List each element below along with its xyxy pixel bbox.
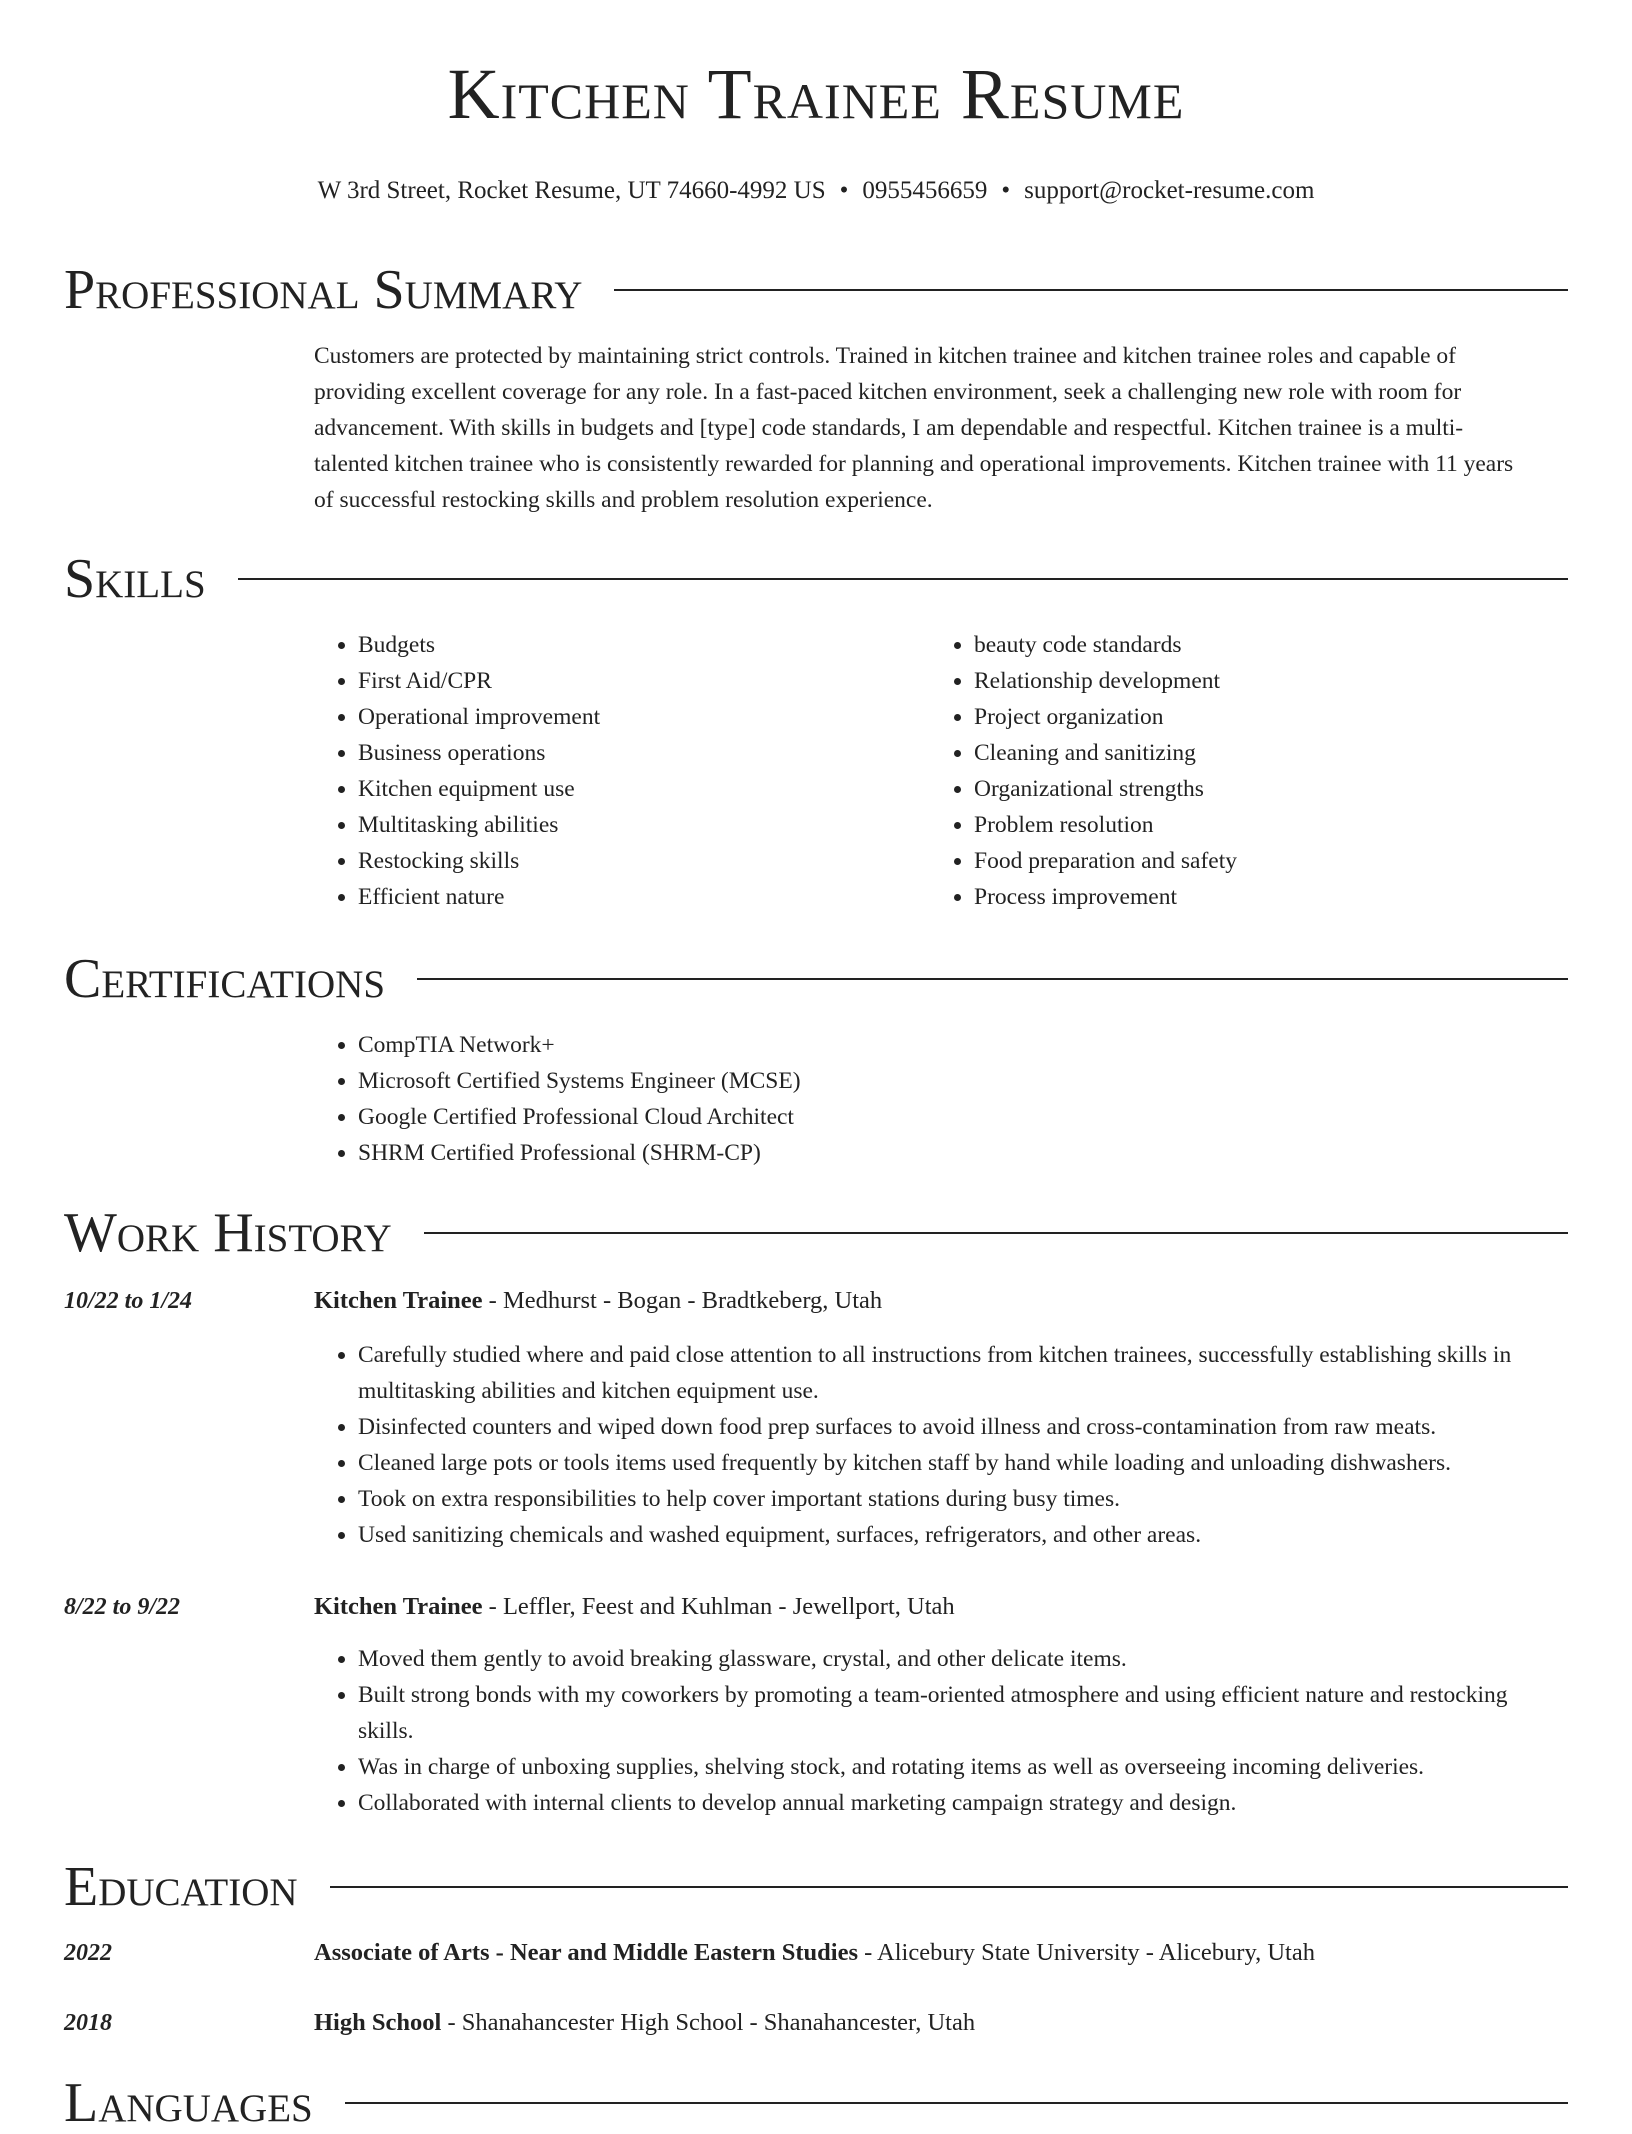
list-item: • Efficient nature xyxy=(358,879,914,915)
list-item: • Was in charge of unboxing supplies, shelving stock, and rotating items as well as overseeing incoming deliveries. xyxy=(358,1749,1564,1785)
address: W 3rd Street, Rocket Resume, UT 74660-4992 US xyxy=(317,177,826,204)
list-item: • Took on extra responsibilities to help cover important stations during busy times. xyxy=(358,1481,1564,1517)
separator-dot: • xyxy=(839,177,849,204)
education-year: 2022 xyxy=(64,1940,112,1966)
list-item: • Built strong bonds with my coworkers by promoting a team-oriented atmosphere and using efficient nature and restocking skills. xyxy=(358,1677,1564,1749)
section-title: Skills xyxy=(64,548,206,610)
education-details: - Shanahancester High School - Shanahancester, Utah xyxy=(441,2009,976,2036)
section-title: Education xyxy=(64,1856,298,1918)
section-heading-summary xyxy=(64,259,1568,321)
job-title-line xyxy=(314,1283,882,1319)
job-title-line xyxy=(314,1589,955,1625)
email: support@rocket-resume.com xyxy=(1024,177,1315,204)
contact-line xyxy=(0,176,1632,206)
skills-column-right xyxy=(930,627,1530,915)
list-item: • beauty code standards xyxy=(974,627,1530,663)
list-item: • Food preparation and safety xyxy=(974,843,1530,879)
list-item: • Collaborated with internal clients to develop annual marketing campaign strategy and design. xyxy=(358,1785,1564,1821)
list-item: • Multitasking abilities xyxy=(358,807,914,843)
job-position: Kitchen Trainee xyxy=(314,1287,483,1314)
list-item: • Moved them gently to avoid breaking glassware, crystal, and other delicate items. xyxy=(358,1641,1564,1677)
section-title: Professional Summary xyxy=(64,259,583,321)
section-heading-certifications xyxy=(64,948,1568,1010)
job-details: - Medhurst - Bogan - Bradtkeberg, Utah xyxy=(482,1287,883,1314)
list-item: • Cleaned large pots or tools items used frequently by kitchen staff by hand while loading and unloading dishwashers. xyxy=(358,1445,1564,1481)
skills-column-left xyxy=(314,627,914,915)
list-item: • Organizational strengths xyxy=(974,771,1530,807)
list-item: • SHRM Certified Professional (SHRM-CP) xyxy=(358,1135,1514,1171)
section-divider xyxy=(417,978,1568,980)
section-heading-languages xyxy=(64,2072,1568,2134)
list-item: • Relationship development xyxy=(974,663,1530,699)
job-details: - Leffler, Feest and Kuhlman - Jewellport, Utah xyxy=(482,1593,955,1620)
list-item: • Kitchen equipment use xyxy=(358,771,914,807)
job-position: Kitchen Trainee xyxy=(314,1593,483,1620)
section-divider xyxy=(238,578,1568,580)
list-item: • Problem resolution xyxy=(974,807,1530,843)
list-item: • Operational improvement xyxy=(358,699,914,735)
section-heading-skills xyxy=(64,548,1568,610)
section-title: Languages xyxy=(64,2072,313,2134)
job-bullets xyxy=(314,1641,1564,1821)
section-title: Certifications xyxy=(64,948,386,1010)
section-divider xyxy=(330,1886,1568,1888)
education-line xyxy=(314,2005,975,2041)
list-item: • Google Certified Professional Cloud Architect xyxy=(358,1099,1514,1135)
education-line xyxy=(314,1935,1315,1971)
section-divider xyxy=(345,2102,1568,2104)
list-item: • Process improvement xyxy=(974,879,1530,915)
list-item: • Project organization xyxy=(974,699,1530,735)
section-title: Work History xyxy=(64,1202,392,1264)
list-item: • Microsoft Certified Systems Engineer (MCSE) xyxy=(358,1063,1514,1099)
list-item: • First Aid/CPR xyxy=(358,663,914,699)
section-heading-education xyxy=(64,1856,1568,1918)
list-item: • Business operations xyxy=(358,735,914,771)
summary-text: Customers are protected by maintaining strict controls. Trained in kitchen trainee and kitchen trainee roles and capable of providing excellent coverage for any role. In a fast-paced kitchen environment, seek a challenging new role with room for advancement. With skills in budgets and [type] code standards, I am dependable and respectful. Kitchen trainee is a multi-talented kitchen trainee who is consistently rewarded for planning and operational improvements. Kitchen trainee with 11 years of successful restocking skills and problem resolution experience. xyxy=(314,343,1514,513)
job-bullets xyxy=(314,1337,1564,1553)
list-item: • Restocking skills xyxy=(358,843,914,879)
list-item: • Carefully studied where and paid close attention to all instructions from kitchen trainees, successfully establishing skills in multitasking abilities and kitchen equipment use. xyxy=(358,1337,1564,1409)
phone: 0955456659 xyxy=(862,177,988,204)
education-degree: High School xyxy=(314,2009,442,2036)
education-year: 2018 xyxy=(64,2010,112,2036)
separator-dot: • xyxy=(1001,177,1011,204)
list-item: • CompTIA Network+ xyxy=(358,1027,1514,1063)
list-item: • Cleaning and sanitizing xyxy=(974,735,1530,771)
section-divider xyxy=(424,1232,1568,1234)
resume-title: Kitchen Trainee Resume xyxy=(447,54,1185,134)
job-dates: 8/22 to 9/22 xyxy=(64,1594,181,1620)
list-item: • Used sanitizing chemicals and washed equipment, surfaces, refrigerators, and other areas. xyxy=(358,1517,1564,1553)
education-details: - Alicebury State University - Alicebury, Utah xyxy=(857,1939,1315,1966)
job-dates: 10/22 to 1/24 xyxy=(64,1288,193,1314)
list-item: • Budgets xyxy=(358,627,914,663)
certifications-list xyxy=(314,1027,1514,1171)
section-divider xyxy=(614,289,1568,291)
education-degree: Associate of Arts - Near and Middle Eastern Studies xyxy=(314,1939,858,1966)
list-item: • Disinfected counters and wiped down food prep surfaces to avoid illness and cross-contamination from raw meats. xyxy=(358,1409,1564,1445)
section-heading-work-history xyxy=(64,1202,1568,1264)
